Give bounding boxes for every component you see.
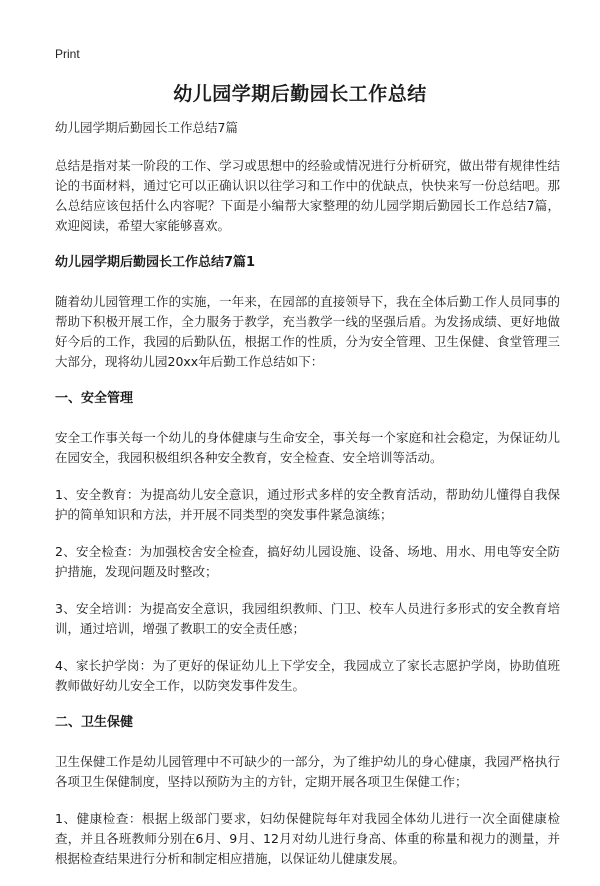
safety-item-education: 1、安全教育：为提高幼儿安全意识，通过形式多样的安全教育活动，帮助幼儿懂得自我保护的简单知识和方法，并开展不同类型的突发事件紧急演练； bbox=[55, 487, 560, 522]
document-body bbox=[55, 118, 560, 886]
safety-item-parent-guard: 4、家长护学岗：为了更好的保证幼儿上下学安全，我园成立了家长志愿护学岗，协助值班教师做好幼儿安全工作，以防突发事件发生。 bbox=[55, 658, 560, 693]
document-title: 幼儿园学期后勤园长工作总结 bbox=[173, 83, 427, 105]
safety-item-training: 3、安全培训：为提高安全意识，我园组织教师、门卫、校车人员进行多形式的安全教育培训，通过培训，增强了教职工的安全责任感； bbox=[55, 601, 560, 636]
safety-heading: 一、安全管理 bbox=[55, 391, 134, 406]
print-label: Print bbox=[55, 47, 80, 61]
safety-intro-paragraph: 安全工作事关每一个幼儿的身体健康与生命安全，事关每一个家庭和社会稳定，为保证幼儿在园安全，我园积极组织各种安全教育，安全检查、安全培训等活动。 bbox=[55, 430, 560, 465]
health-intro-paragraph: 卫生保健工作是幼儿园管理中不可缺少的一部分，为了维护幼儿的身心健康，我园严格执行各项卫生保健制度，坚持以预防为主的方针，定期开展各项卫生保健工作； bbox=[55, 754, 560, 789]
section-intro-paragraph: 随着幼儿园管理工作的实施，一年来，在园部的直接领导下，我在全体后勤工作人员同事的帮助下积极开展工作，全力服务于教学，充当教学一线的坚强后盾。为发扬成绩、更好地做好今后的工作，我园的后勤队伍，根据工作的性质，分为安全管理、卫生保健、食堂管理三大部分，现将幼儿园20xx年后勤工作总结如下： bbox=[55, 294, 560, 369]
document-subtitle: 幼儿园学期后勤园长工作总结7篇 bbox=[55, 120, 238, 135]
health-heading: 二、卫生保健 bbox=[55, 715, 134, 730]
health-item-checkup: 1、健康检查：根据上级部门要求，妇幼保健院每年对我园全体幼儿进行一次全面健康检查，并且各班教师分别在6月、9月、12月对幼儿进行身高、体重的称量和视力的测量，并根据检查结果进行分析和制定相应措施，以保证幼儿健康发展。 bbox=[55, 811, 560, 866]
intro-paragraph: 总结是指对某一阶段的工作、学习或思想中的经验或情况进行分析研究，做出带有规律性结论的书面材料，通过它可以正确认识以往学习和工作中的优缺点，快快来写一份总结吧。那么总结应该包括什么内容呢？下面是小编帮大家整理的幼儿园学期后勤园长工作总结7篇，欢迎阅读，希望大家能够喜欢。 bbox=[55, 158, 560, 233]
section-title: 幼儿园学期后勤园长工作总结7篇1 bbox=[55, 255, 256, 270]
safety-item-inspection: 2、安全检查：为加强校舍安全检查，搞好幼儿园设施、设备、场地、用水、用电等安全防护措施，发现问题及时整改； bbox=[55, 544, 560, 579]
